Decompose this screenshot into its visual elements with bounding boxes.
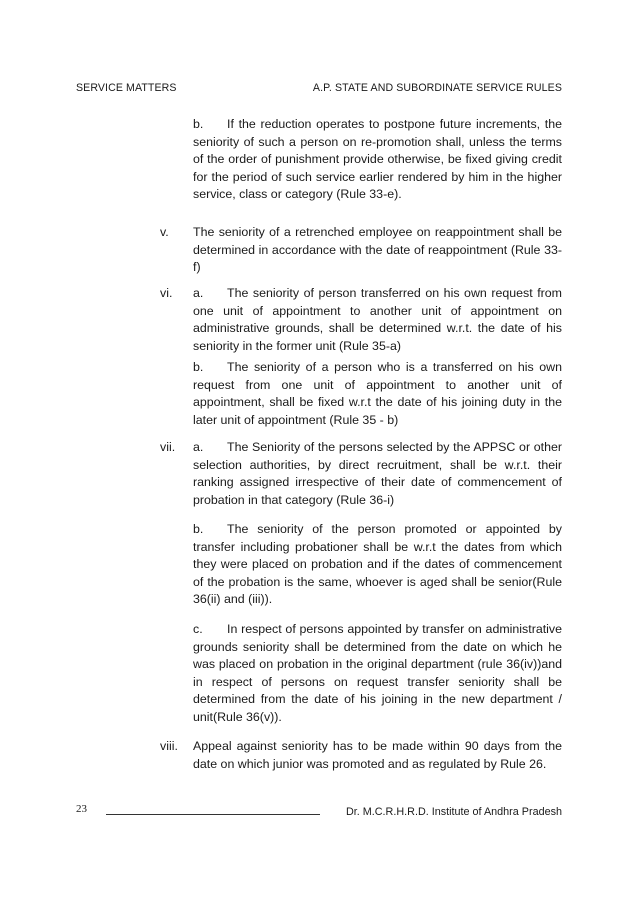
item-viii <box>160 738 562 773</box>
item-vii-b-text: The seniority of the person promoted or appointed by transfer including probationer shall be w.r.t the dates from which they were placed on probation and if the dates of commencement of the probation is the same, whoever is aged shall be senior(Rule 36(ii) and (iii)). <box>193 522 562 607</box>
item-vi-a <box>160 285 562 355</box>
footer-rule <box>106 814 320 815</box>
item-vii-a-paragraph <box>193 439 562 509</box>
item-vi-a-text: The seniority of person transferred on his own request from one unit of appointment to another unit of appointment on administrative grounds, shall be determined w.r.t. the date of his seniority in the former unit (Rule 35-a) <box>193 286 562 353</box>
item-vii-b <box>160 521 562 609</box>
running-header-left: SERVICE MATTERS <box>76 82 177 94</box>
item-vi-b-paragraph <box>193 359 562 429</box>
item-vi-number: vi. <box>160 286 173 300</box>
item-vii-c-paragraph <box>193 621 562 727</box>
running-header-right: A.P. STATE AND SUBORDINATE SERVICE RULES <box>312 82 562 94</box>
item-b-label: b. <box>193 117 204 131</box>
item-vii-c-label: c. <box>193 622 203 636</box>
item-b-paragraph <box>193 116 562 204</box>
item-vii-b-label: b. <box>193 522 204 536</box>
item-v <box>160 224 562 277</box>
item-vi-a-label: a. <box>193 286 204 300</box>
item-vii-a-label: a. <box>193 440 204 454</box>
item-v-number: v. <box>160 225 169 239</box>
item-vii-a-text: The Seniority of the persons selected by the APPSC or other selection authorities, by direct recruitment, shall be w.r.t. their ranking assigned irrespective of their date of commencement of probation in that category (Rule 36-i) <box>193 440 562 507</box>
item-b-continued <box>160 116 562 204</box>
item-vi-b-label: b. <box>193 360 204 374</box>
item-b-text: If the reduction operates to postpone future increments, the seniority of such a person on re-promotion shall, unless the terms of the order of punishment provide otherwise, be fixed giving credit for the period of such service earlier rendered by him in the higher service, class or category (Rule 33-e). <box>193 117 562 202</box>
item-viii-text: Appeal against seniority has to be made within 90 days from the date on which junior was promoted and as regulated by Rule 26. <box>193 739 562 771</box>
item-vi-a-paragraph <box>193 285 562 355</box>
item-viii-number: viii. <box>160 739 178 753</box>
item-vi-b <box>160 359 562 429</box>
item-vii-number: vii. <box>160 440 176 454</box>
page-number: 23 <box>76 803 87 815</box>
item-vi-b-text: The seniority of a person who is a transferred on his own request from one unit of appointment to another unit of appointment, shall be fixed w.r.t the date of his joining duty in the later unit of appointment (Rule 35 - b) <box>193 360 562 427</box>
footer-institute: Dr. M.C.R.H.R.D. Institute of Andhra Pradesh <box>345 806 562 818</box>
item-vii-c-text: In respect of persons appointed by transfer on administrative grounds seniority shall be determined from the date on which he was placed on probation in the original department (rule 36(iv))and in respect of persons on request transfer seniority shall be determined from the date of his joining in the new department / unit(Rule 36(v)). <box>193 622 562 724</box>
item-vii-b-paragraph <box>193 521 562 609</box>
item-vii-c <box>160 621 562 727</box>
item-v-text: The seniority of a retrenched employee on reappointment shall be determined in accordance with the date of reappointment (Rule 33-f) <box>193 225 562 275</box>
item-vii-a <box>160 439 562 509</box>
